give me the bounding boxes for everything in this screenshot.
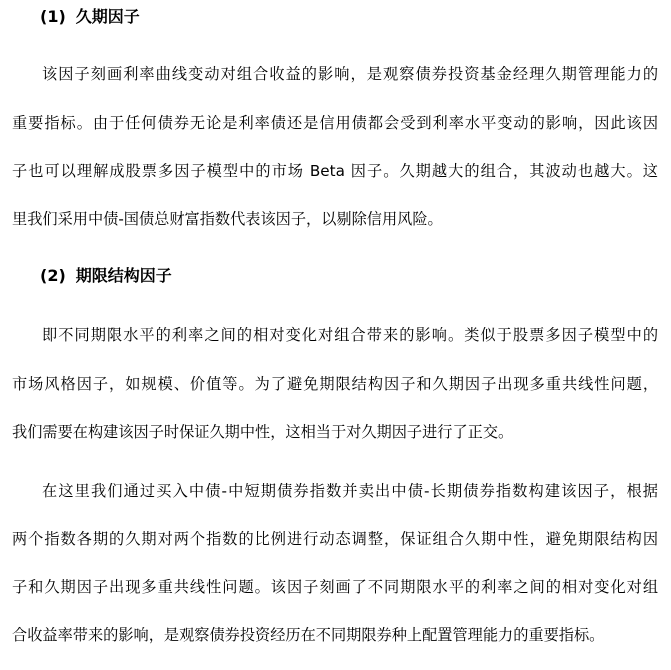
paragraph-line: 合收益率带来的影响，是观察债券投资经历在不同期限券种上配置管理能力的重要指标。 [12, 626, 605, 644]
section-heading-term-structure-factor [40, 266, 172, 286]
paragraph-line: 里我们采用中债-国债总财富指数代表该因子，以剔除信用风险。 [12, 210, 443, 228]
paragraph-line: 我们需要在构建该因子时保证久期中性，这相当于对久期因子进行了正交。 [12, 423, 514, 441]
paragraph-line: 两个指数各期的久期对两个指数的比例进行动态调整，保证组合久期中性，避免期限结构因 [12, 530, 658, 548]
section-number: (1) [40, 7, 66, 26]
paragraph-line: 子也可以理解成股票多因子模型中的市场 Beta 因子。久期越大的组合，其波动也越大。这 [12, 162, 658, 180]
paragraph-line: 在这里我们通过买入中债-中短期债券指数并卖出中债-长期债券指数构建该因子，根据 [42, 482, 658, 500]
paragraph-line: 该因子刻画利率曲线变动对组合收益的影响，是观察债券投资基金经理久期管理能力的 [42, 65, 658, 83]
paragraph-line: 即不同期限水平的利率之间的相对变化对组合带来的影响。类似于股票多因子模型中的 [42, 326, 658, 344]
section-number: (2) [40, 266, 66, 285]
section-heading-duration-factor [40, 7, 140, 27]
paragraph-line: 重要指标。由于任何债券无论是利率债还是信用债都会受到利率水平变动的影响，因此该因 [12, 114, 658, 132]
section-title: 期限结构因子 [75, 266, 172, 285]
paragraph-line: 子和久期因子出现多重共线性问题。该因子刻画了不同期限水平的利率之间的相对变化对组 [12, 578, 658, 596]
paragraph-line: 市场风格因子，如规模、价值等。为了避免期限结构因子和久期因子出现多重共线性问题， [12, 375, 658, 393]
section-title: 久期因子 [75, 7, 140, 26]
